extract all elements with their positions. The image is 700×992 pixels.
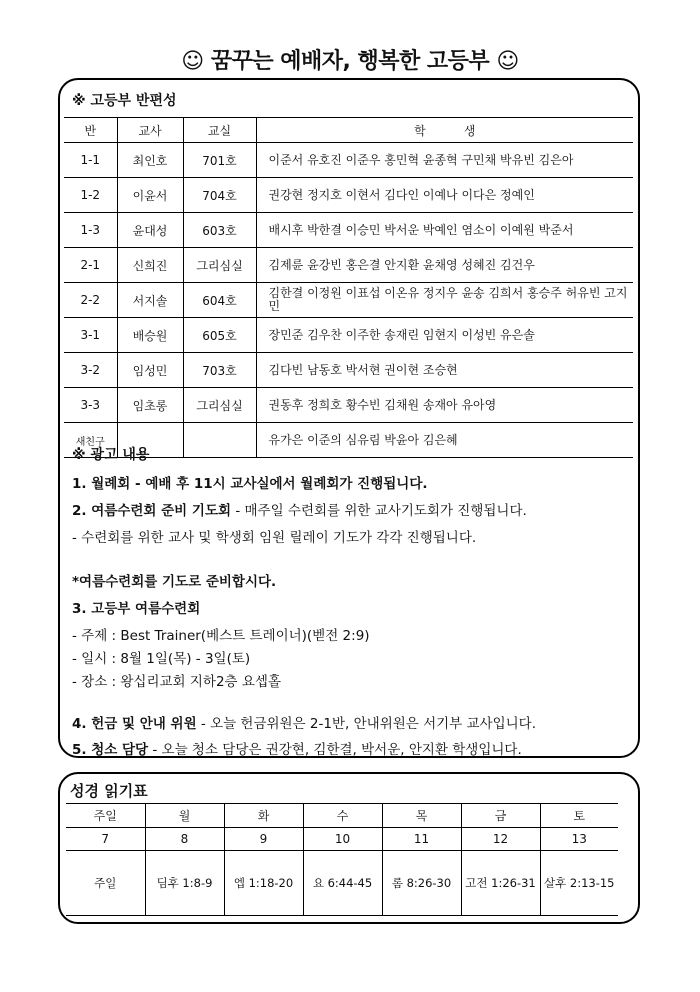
class-cell: 1-2 [64, 178, 117, 213]
room-cell: 605호 [183, 318, 256, 353]
passage-cell: 고전 1:26-31 [461, 851, 540, 916]
day-cell: 금 [461, 804, 540, 828]
students-cell: 이준서 유호진 이준우 홍민혁 윤종혁 구민채 박유빈 김은아 [256, 143, 633, 178]
room-cell: 그리심실 [183, 388, 256, 423]
teacher-cell: 서지솔 [117, 283, 183, 318]
teacher-cell: 윤대성 [117, 213, 183, 248]
notice-item-1: 1. 월례회 - 예배 후 11시 교사실에서 월례회가 진행됩니다. [72, 476, 428, 492]
retreat-theme: - 주제 : Best Trainer(베스트 트레이너)(벧전 2:9) [72, 628, 370, 644]
room-cell: 704호 [183, 178, 256, 213]
table-row [64, 318, 633, 353]
table-row [64, 283, 633, 318]
room-cell: 그리심실 [183, 248, 256, 283]
passage-cell: 롬 8:26-30 [382, 851, 461, 916]
day-cell: 화 [224, 804, 303, 828]
notice-item-2-title: 2. 여름수련회 준비 기도회 [72, 503, 232, 519]
notice-item-2-text: - 매주일 수련회를 위한 교사기도회가 진행됩니다. [231, 503, 527, 519]
date-cell: 10 [303, 828, 382, 851]
header-class: 반 [64, 118, 117, 143]
teacher-cell: 최인호 [117, 143, 183, 178]
table-row [64, 248, 633, 283]
teacher-cell: 신희진 [117, 248, 183, 283]
class-cell: 3-3 [64, 388, 117, 423]
retreat-place: - 장소 : 왕십리교회 지하2층 요셉홀 [72, 674, 281, 690]
notice-item-5-text: - 오늘 청소 담당은 권강현, 김한결, 박서운, 안지환 학생입니다. [148, 742, 522, 758]
passages-row [66, 851, 618, 916]
notice-section-heading: ※ 광고 내용 [72, 447, 150, 463]
passage-cell: 주일 [66, 851, 145, 916]
reading-section-heading: 성경 읽기표 [70, 782, 148, 800]
date-cell: 11 [382, 828, 461, 851]
bible-reading-table [66, 803, 618, 916]
day-cell: 수 [303, 804, 382, 828]
room-cell: 701호 [183, 143, 256, 178]
room-cell: 703호 [183, 353, 256, 388]
students-cell: 권강현 정지호 이현서 김다인 이예나 이다은 정예인 [256, 178, 633, 213]
class-cell: 3-2 [64, 353, 117, 388]
header-room: 교실 [183, 118, 256, 143]
room-cell: 604호 [183, 283, 256, 318]
retreat-date: - 일시 : 8월 1일(목) - 3일(토) [72, 651, 251, 667]
students-cell: 김한결 이정원 이표섭 이온유 정지우 윤송 김희서 홍승주 허유빈 고지민 [256, 283, 633, 318]
passage-cell: 살후 2:13-15 [540, 851, 618, 916]
class-cell: 1-1 [64, 143, 117, 178]
notice-item-2-sub: - 수련회를 위한 교사 및 학생회 임원 릴레이 기도가 각각 진행됩니다. [72, 530, 477, 546]
students-cell: 권동후 정희호 황수빈 김채원 송재아 유아영 [256, 388, 633, 423]
date-cell: 9 [224, 828, 303, 851]
days-row [66, 804, 618, 828]
class-cell: 3-1 [64, 318, 117, 353]
class-cell: 1-3 [64, 213, 117, 248]
class-cell: 새친구 [64, 423, 117, 458]
passage-cell: 엡 1:18-20 [224, 851, 303, 916]
day-cell: 월 [145, 804, 224, 828]
students-cell: 배시후 박한결 이승민 박서운 박예인 염소이 이예원 박준서 [256, 213, 633, 248]
students-cell: 김다빈 남동호 박서현 권이현 조승현 [256, 353, 633, 388]
prayer-note: *여름수련회를 기도로 준비합시다. [72, 574, 277, 590]
table-row [64, 353, 633, 388]
notice-item-2 [72, 499, 527, 519]
notice-item-5 [72, 738, 522, 758]
day-cell: 목 [382, 804, 461, 828]
day-cell: 토 [540, 804, 618, 828]
students-cell: 유가은 이준의 심유림 박윤아 김은혜 [256, 423, 633, 458]
notice-item-5-title: 5. 청소 담당 [72, 742, 149, 758]
room-cell: 603호 [183, 213, 256, 248]
notice-item-4-title: 4. 헌금 및 안내 위원 [72, 716, 197, 732]
date-cell: 8 [145, 828, 224, 851]
page-title: ☺ 꿈꾸는 예배자, 행복한 고등부 ☺ [181, 49, 519, 74]
teacher-cell: 임성민 [117, 353, 183, 388]
teacher-cell: 이윤서 [117, 178, 183, 213]
table-row [64, 143, 633, 178]
table-header-row [64, 118, 633, 143]
dates-row [66, 828, 618, 851]
passage-cell: 요 6:44-45 [303, 851, 382, 916]
class-cell: 2-1 [64, 248, 117, 283]
header-teacher: 교사 [117, 118, 183, 143]
class-cell: 2-2 [64, 283, 117, 318]
class-section-heading: ※ 고등부 반편성 [72, 93, 177, 109]
table-row [64, 388, 633, 423]
passage-cell: 딤후 1:8-9 [145, 851, 224, 916]
teacher-cell: 배승원 [117, 318, 183, 353]
notice-item-3: 3. 고등부 여름수련회 [72, 601, 201, 617]
table-row [64, 213, 633, 248]
date-cell: 13 [540, 828, 618, 851]
teacher-cell: 임초롱 [117, 388, 183, 423]
header-students: 학 생 [256, 118, 633, 143]
date-cell: 12 [461, 828, 540, 851]
students-cell: 김제륜 윤강빈 홍은결 안지환 윤채영 성혜진 김건우 [256, 248, 633, 283]
date-cell: 7 [66, 828, 145, 851]
students-cell: 장민준 김우찬 이주한 송재린 임현지 이성빈 유은솔 [256, 318, 633, 353]
class-assignment-table [64, 117, 633, 458]
room-cell [183, 423, 256, 458]
day-cell: 주일 [66, 804, 145, 828]
notice-item-4-text: - 오늘 헌금위원은 2-1반, 안내위원은 서기부 교사입니다. [196, 716, 537, 732]
table-row [64, 178, 633, 213]
notice-item-4 [72, 712, 536, 732]
